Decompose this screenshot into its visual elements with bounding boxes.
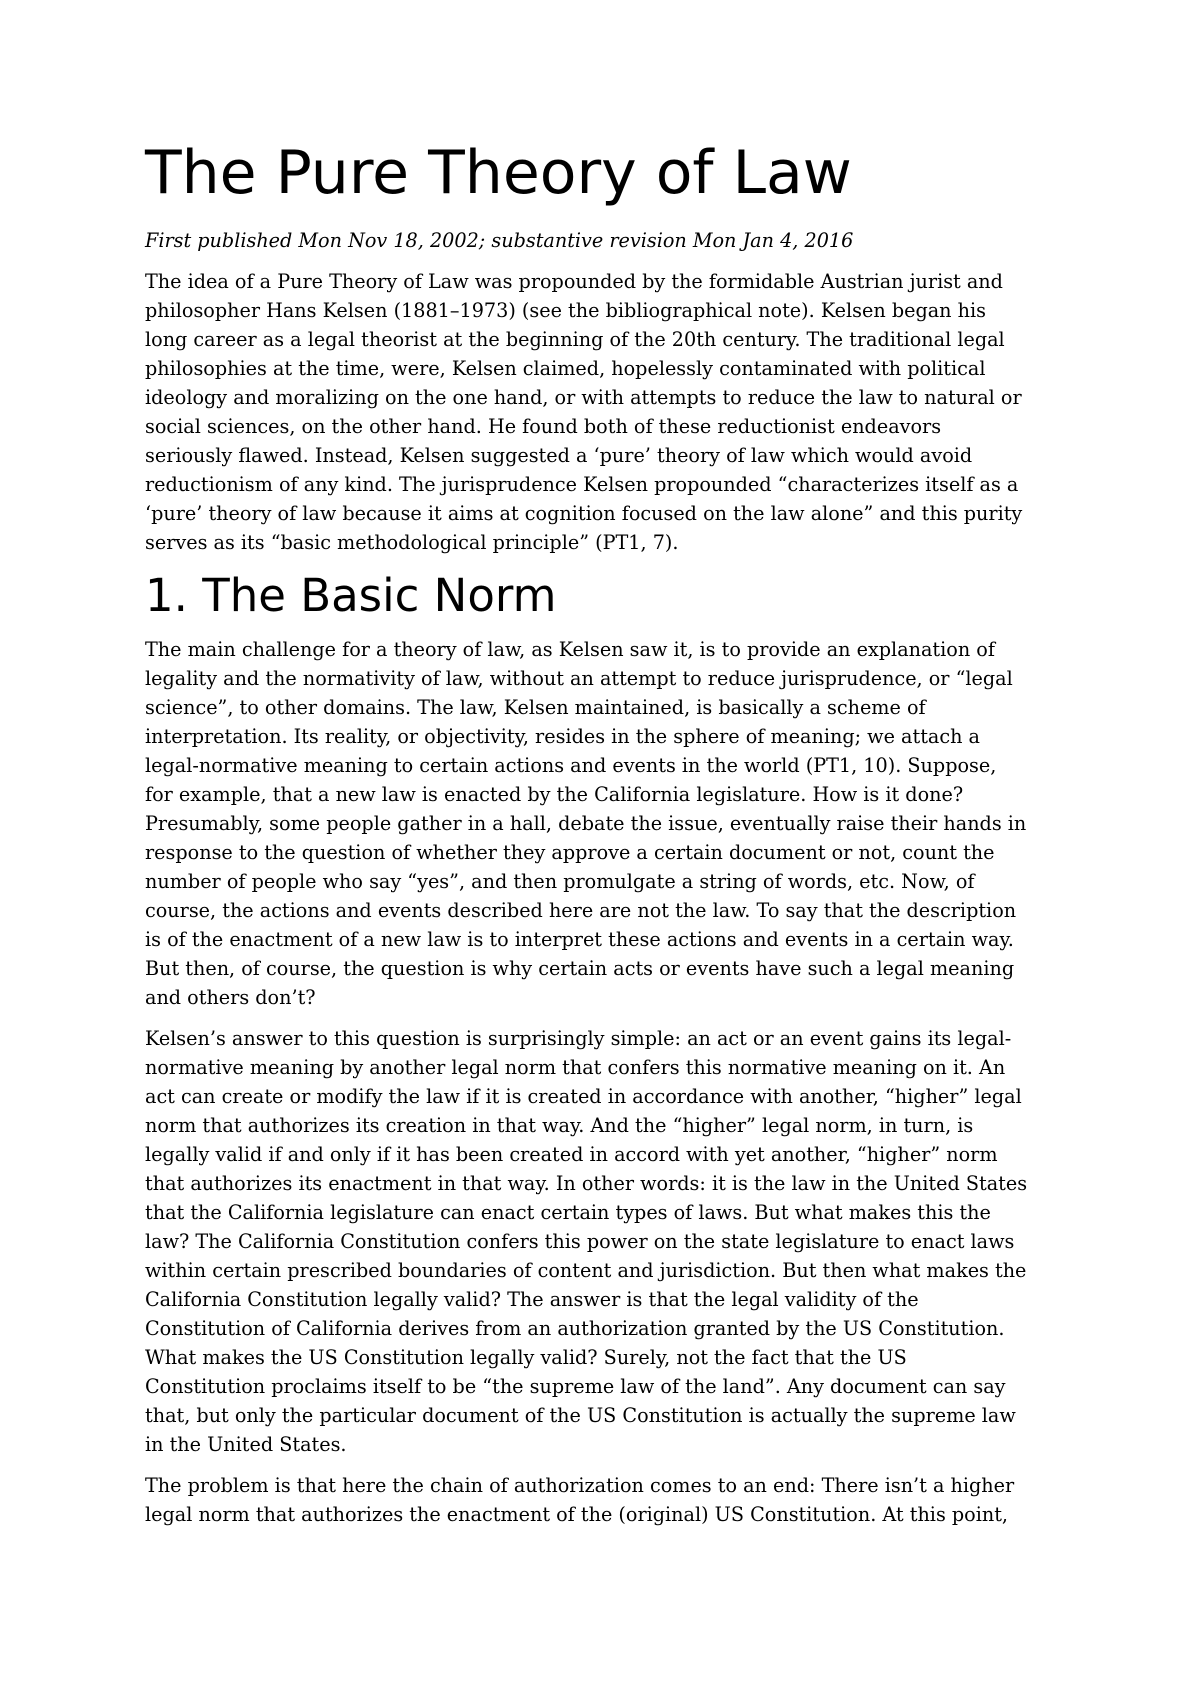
text-line: norm that authorizes its creation in that way. And the “higher” legal norm, in turn, is xyxy=(145,1113,974,1137)
section-heading-basic-norm: 1. The Basic Norm xyxy=(145,569,557,622)
text-line: that authorizes its enactment in that way. In other words: it is the law in the United States xyxy=(145,1171,1028,1195)
document-page xyxy=(145,140,1065,1541)
text-line: number of people who say “yes”, and then promulgate a string of words, etc. Now, of xyxy=(145,869,975,893)
text-line: normative meaning by another legal norm that confers this normative meaning on it. An xyxy=(145,1055,1006,1079)
text-line: Constitution of California derives from an authorization granted by the US Constitution. xyxy=(145,1316,1005,1340)
text-line: The problem is that here the chain of authorization comes to an end: There isn’t a higher xyxy=(145,1473,1015,1497)
text-line: interpretation. Its reality, or objectivity, resides in the sphere of meaning; we attach a xyxy=(145,724,980,748)
text-line: California Constitution legally valid? The answer is that the legal validity of the xyxy=(145,1287,919,1311)
text-line: act can create or modify the law if it is created in accordance with another, “higher” legal xyxy=(145,1084,1022,1108)
text-line: serves as its “basic methodological principle” (PT1, 7). xyxy=(145,531,679,554)
text-line: The idea of a Pure Theory of Law was propounded by the formidable Austrian jurist and xyxy=(145,270,1003,293)
section1-paragraph-3 xyxy=(145,1471,1065,1529)
text-line: science”, to other domains. The law, Kelsen maintained, is basically a scheme of xyxy=(145,695,926,719)
text-line: legality and the normativity of law, without an attempt to reduce jurisprudence, or “legal xyxy=(145,666,1013,690)
text-line: What makes the US Constitution legally valid? Surely, not the fact that the US xyxy=(145,1345,907,1369)
text-line: for example, that a new law is enacted by the California legislature. How is it done? xyxy=(145,782,964,806)
section1-paragraph-1 xyxy=(145,635,1065,1012)
text-line: legal norm that authorizes the enactment of the (original) US Constitution. At this point, xyxy=(145,1502,1009,1526)
text-line: course, the actions and events described here are not the law. To say that the description xyxy=(145,898,1017,922)
text-line: But then, of course, the question is why certain acts or events have such a legal meaning xyxy=(145,956,1015,980)
text-line: ‘pure’ theory of law because it aims at cognition focused on the law alone” and this purity xyxy=(145,502,1023,525)
publication-byline: First published Mon Nov 18, 2002; substantive revision Mon Jan 4, 2016 xyxy=(145,229,854,252)
text-line: response to the question of whether they approve a certain document or not, count the xyxy=(145,840,995,864)
text-line: philosopher Hans Kelsen (1881–1973) (see the bibliographical note). Kelsen began his xyxy=(145,299,986,322)
section1-paragraph-2 xyxy=(145,1024,1065,1459)
text-line: in the United States. xyxy=(145,1432,347,1456)
text-line: reductionism of any kind. The jurisprudence Kelsen propounded “characterizes itself as a xyxy=(145,473,1019,496)
text-line: Kelsen’s answer to this question is surprisingly simple: an act or an event gains its legal- xyxy=(145,1026,1012,1050)
text-line: Constitution proclaims itself to be “the supreme law of the land”. Any document can say xyxy=(145,1374,1006,1398)
text-line: legally valid if and only if it has been created in accord with yet another, “higher” norm xyxy=(145,1142,998,1166)
text-line: legal-normative meaning to certain actions and events in the world (PT1, 10). Suppose, xyxy=(145,753,997,777)
text-line: that, but only the particular document of the US Constitution is actually the supreme law xyxy=(145,1403,1016,1427)
text-line: is of the enactment of a new law is to interpret these actions and events in a certain way. xyxy=(145,927,1014,951)
text-line: social sciences, on the other hand. He found both of these reductionist endeavors xyxy=(145,415,942,438)
intro-paragraph xyxy=(145,267,1065,557)
text-line: law? The California Constitution confers this power on the state legislature to enact laws xyxy=(145,1229,1015,1253)
text-line: and others don’t? xyxy=(145,985,316,1009)
text-line: ideology and moralizing on the one hand, or with attempts to reduce the law to natural or xyxy=(145,386,1022,409)
page-title: The Pure Theory of Law xyxy=(145,138,852,208)
text-line: within certain prescribed boundaries of content and jurisdiction. But then what makes the xyxy=(145,1258,1027,1282)
text-line: The main challenge for a theory of law, as Kelsen saw it, is to provide an explanation of xyxy=(145,637,995,661)
text-line: Presumably, some people gather in a hall, debate the issue, eventually raise their hands in xyxy=(145,811,1027,835)
text-line: that the California legislature can enact certain types of laws. But what makes this the xyxy=(145,1200,991,1224)
text-line: long career as a legal theorist at the beginning of the 20th century. The traditional legal xyxy=(145,328,1005,351)
text-line: philosophies at the time, were, Kelsen claimed, hopelessly contaminated with political xyxy=(145,357,986,380)
text-line: seriously flawed. Instead, Kelsen suggested a ‘pure’ theory of law which would avoid xyxy=(145,444,973,467)
